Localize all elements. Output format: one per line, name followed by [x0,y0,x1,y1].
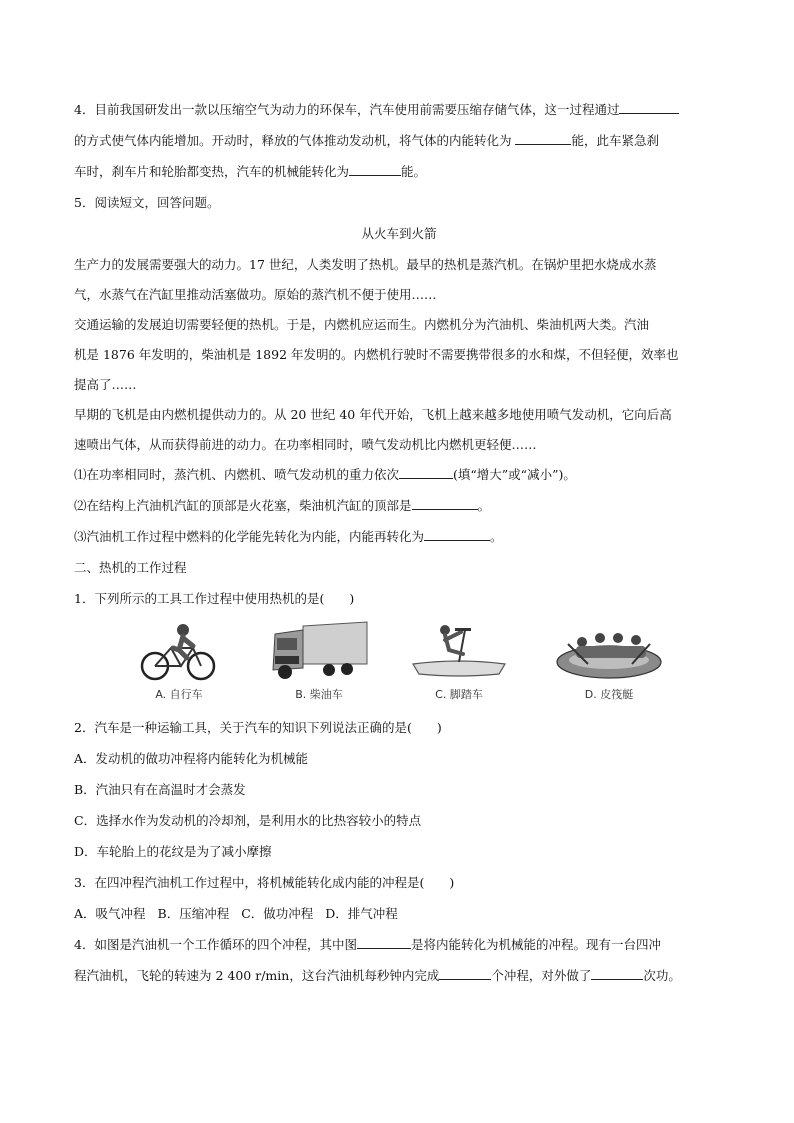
q4-top-line3 [74,162,724,182]
q2-option-d: D．车轮胎上的花纹是为了减小摩擦 [74,844,272,859]
answer-blank [357,936,411,949]
text: ⑴在功率相同时，蒸汽机、内燃机、喷气发动机的重力依次 [74,467,400,482]
text: 车时，刹车片和轮胎都变热，汽车的机械能转化为 [74,164,350,179]
q2-option-a: A．发动机的做功冲程将内能转化为机械能 [74,751,309,766]
figure-caption: D. 皮筏艇 [584,688,634,701]
sub-question-2 [74,496,724,516]
figure-bicycle [119,620,239,702]
answer-blank [591,967,643,980]
q3-option-c: C．做功冲程 [241,906,314,921]
text: 。 [477,498,491,513]
question-1: 1．下列所示的工具工作过程中使用热机的是( ) [74,591,355,606]
passage-p3a: 早期的飞机是由内燃机提供动力的。从 20 世纪 40 年代开始，飞机上越来越多地使用喷气发动机，它向后高 [74,407,672,422]
text: 。 [490,529,503,544]
pedal-boat-icon [409,620,509,682]
text: 的方式使气体内能增加。开动时，释放的气体推动发动机，将气体的内能转化为 [74,133,516,148]
answer-blank [515,132,571,145]
q3-option-d: D．排气冲程 [325,906,398,921]
figure-caption: A. 自行车 [155,688,203,701]
q3-option-a: A．吸气冲程 [74,906,146,921]
text: 4．目前我国研发出一款以压缩空气为动力的环保车，汽车使用前需要压缩存储气体，这一过程通过 [74,102,620,117]
text: (填“增大”或“减小”)。 [453,467,576,482]
figure-caption: B. 柴油车 [295,688,343,701]
bicycle-icon [139,620,219,682]
text: 能，此车紧急刹 [571,133,659,148]
text: ⑶汽油机工作过程中燃料的化学能先转化为内能，内能再转化为 [74,529,425,544]
sub-question-1 [74,465,724,485]
text: 个冲程，对外做了 [491,968,592,983]
text: 能。 [401,164,427,179]
question-4-line2 [74,966,724,986]
q4-top-line2 [74,131,724,151]
answer-blank [439,967,491,980]
q2-option-b: B．汽油只有在高温时才会蒸发 [74,782,246,797]
question-4-line1 [74,935,724,955]
text: 程汽油机，飞轮的转速为 2 400 r/min，这台汽油机每秒钟内完成 [74,968,440,983]
passage-title: 从火车到火箭 [361,226,437,241]
passage-p2b: 机是 1876 年发明的，柴油机是 1892 年发明的。内燃机行驶时不需要携带很多的水和煤，不但轻便，效率也 [74,347,679,362]
raft-icon [554,620,664,682]
text: 次功。 [643,968,681,983]
q4-top-line1 [74,100,724,120]
answer-blank [412,497,478,510]
section-heading: 二、热机的工作过程 [74,560,187,575]
q3-options [74,904,724,924]
sub-question-3 [74,527,724,547]
passage-p1a: 生产力的发展需要强大的动力。17 世纪，人类发明了热机。最早的热机是蒸汽机。在锅炉里把水烧成水蒸 [74,257,657,272]
figure-row [74,620,724,710]
text: 4．如图是汽油机一个工作循环的四个冲程，其中图 [74,937,357,952]
text: 是将内能转化为机械能的冲程。现有一台四冲 [410,937,661,952]
answer-blank [424,528,490,541]
figure-pedal-boat [399,620,519,702]
answer-blank [619,101,679,114]
figure-raft [549,620,669,702]
figure-caption: C. 脚踏车 [435,688,483,701]
truck-icon [269,620,369,682]
question-3: 3．在四冲程汽油机工作过程中，将机械能转化成内能的冲程是( ) [74,875,455,890]
passage-p3b: 速喷出气体，从而获得前进的动力。在功率相同时，喷气发动机比内燃机更轻便…… [74,437,537,452]
passage-p2a: 交通运输的发展迫切需要轻便的热机。于是，内燃机应运而生。内燃机分为汽油机、柴油机两大类。汽油 [74,317,650,332]
text: ⑵在结构上汽油机汽缸的顶部是火花塞，柴油机汽缸的顶部是 [74,498,412,513]
answer-blank [349,163,401,176]
figure-truck [259,620,379,702]
passage-p2c: 提高了…… [74,377,137,392]
document-page [74,100,724,997]
q5-intro: 5．阅读短文，回答问题。 [74,195,220,210]
answer-blank [399,466,453,479]
q3-option-b: B．压缩冲程 [157,906,230,921]
q2-option-c: C．选择水作为发动机的冷却剂，是利用水的比热容较小的特点 [74,813,422,828]
question-2: 2．汽车是一种运输工具，关于汽车的知识下列说法正确的是( ) [74,720,442,735]
passage-p1b: 气，水蒸气在汽缸里推动活塞做功。原始的蒸汽机不便于使用…… [74,287,437,302]
